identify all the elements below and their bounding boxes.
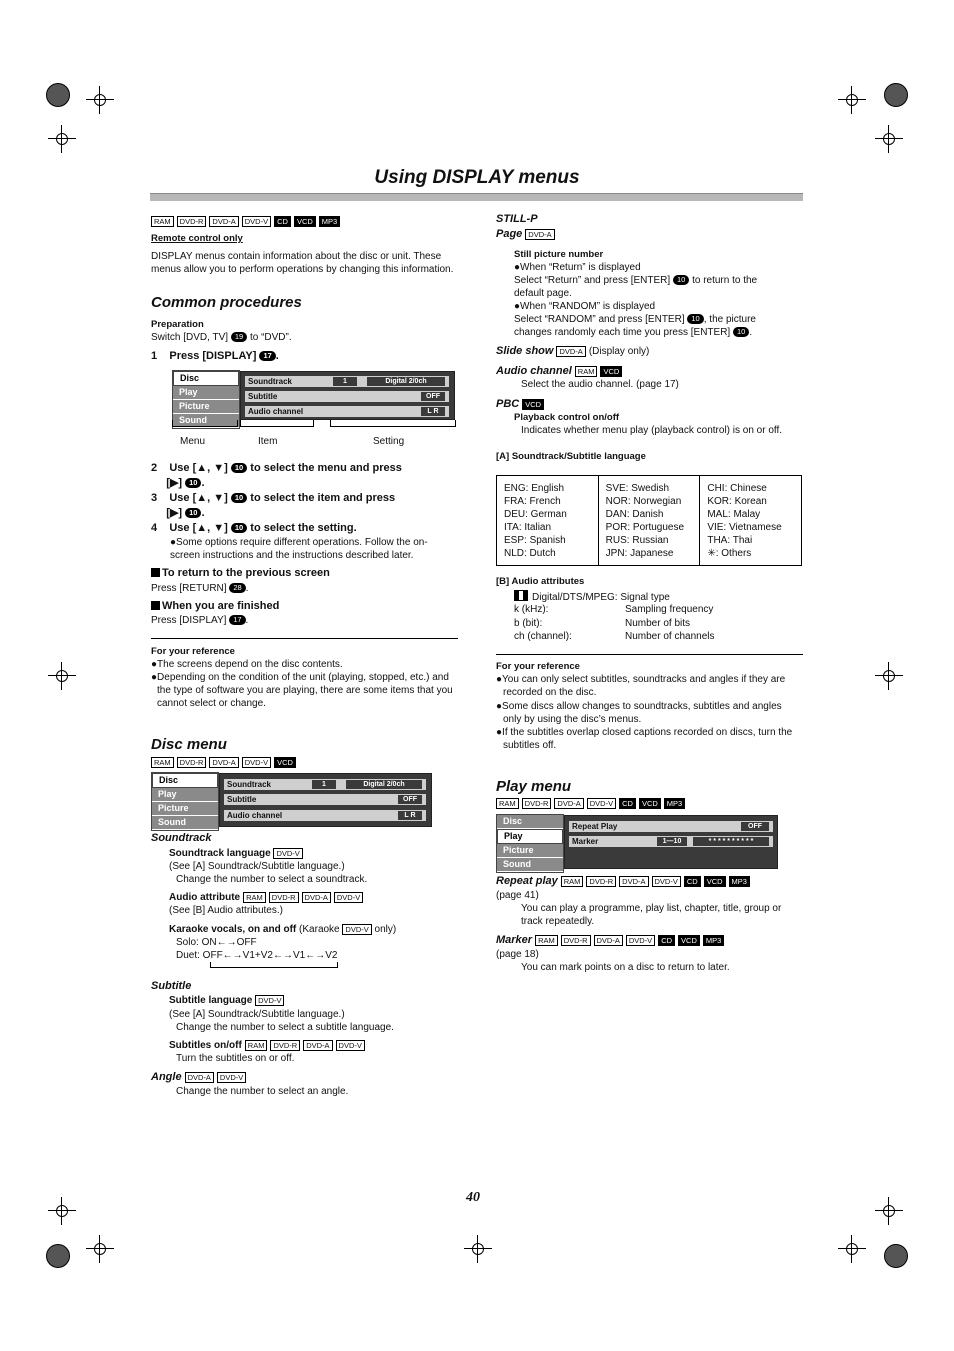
menu-tab-play[interactable]: Play bbox=[152, 788, 218, 802]
bracket-item bbox=[240, 420, 314, 427]
crosshair-icon bbox=[875, 125, 903, 153]
heading-text: Angle bbox=[151, 1071, 182, 1083]
menu-tab-play[interactable]: Play bbox=[173, 386, 239, 400]
pbc-heading bbox=[496, 398, 544, 411]
subtitle-language bbox=[169, 994, 284, 1007]
return-text: Press [RETURN] 28 . bbox=[151, 583, 249, 594]
format-badge: RAM bbox=[243, 892, 266, 903]
common-procedures-heading: Common procedures bbox=[151, 294, 302, 311]
format-badge: RAM bbox=[535, 935, 558, 946]
label-item: Item bbox=[258, 436, 278, 447]
format-badge: MP3 bbox=[319, 216, 340, 227]
crosshair-icon bbox=[875, 1197, 903, 1225]
row-label: Subtitle bbox=[248, 392, 278, 401]
crosshair-icon bbox=[48, 1197, 76, 1225]
subtitle-value: OFF bbox=[421, 392, 445, 401]
menu-tab-picture[interactable]: Picture bbox=[497, 844, 563, 858]
language-entry: VIE: Vietnamese bbox=[707, 522, 782, 533]
menu-tab-sound[interactable]: Sound bbox=[173, 414, 239, 428]
menu-tab-disc[interactable]: Disc bbox=[497, 815, 563, 829]
language-entry: POR: Portuguese bbox=[605, 522, 685, 533]
format-badges bbox=[151, 757, 296, 768]
step-4-note: ●Some options require different operations. Follow the on-screen instructions and the instructions described later. bbox=[170, 537, 428, 561]
subtitles-on-off-desc: Turn the subtitles on or off. bbox=[176, 1053, 295, 1064]
heading-text: When you are finished bbox=[162, 600, 280, 612]
language-column bbox=[497, 476, 598, 565]
remote-only-note: Remote control only bbox=[151, 233, 243, 244]
registration-disc-icon bbox=[46, 1244, 70, 1268]
when-random: ●When “RANDOM” is displayed bbox=[514, 301, 656, 312]
language-entry: NLD: Dutch bbox=[504, 548, 556, 559]
format-badge: VCD bbox=[678, 935, 700, 946]
menu-tab-sound[interactable]: Sound bbox=[152, 816, 218, 830]
text: Press [RETURN] bbox=[151, 583, 227, 594]
reference-item: ●Some discs allow changes to soundtracks, subtitles and angles only by using the disc’s menus. bbox=[496, 701, 782, 725]
bracket-menu bbox=[172, 420, 238, 427]
format-badge: RAM bbox=[151, 757, 174, 768]
format-badge: VCD bbox=[639, 798, 661, 809]
finish-text: Press [DISPLAY] 17 . bbox=[151, 615, 249, 626]
format-badge: DVD-V bbox=[342, 924, 371, 935]
label-menu: Menu bbox=[180, 436, 206, 447]
row-label: Subtitle bbox=[227, 795, 257, 804]
format-badge: DVD-A bbox=[209, 216, 238, 227]
repeat-value: OFF bbox=[741, 822, 769, 831]
language-entry: KOR: Korean bbox=[707, 496, 767, 507]
audio-attr-desc: Number of bits bbox=[625, 618, 691, 629]
karaoke-duet: Duet: OFF←→V1+V2←→V1←→V2 bbox=[176, 950, 338, 961]
attr-term: b (bit): bbox=[514, 618, 543, 629]
ref-badge: 10 bbox=[231, 523, 247, 533]
format-badge: DVD-V bbox=[587, 798, 616, 809]
registration-disc-icon bbox=[884, 1244, 908, 1268]
audio-attr-row bbox=[514, 630, 572, 643]
step-text: Use [▲, ▼] bbox=[169, 462, 228, 474]
format-badges bbox=[496, 798, 685, 809]
ref-badge: 19 bbox=[231, 332, 247, 342]
audio-channel-desc: Select the audio channel. (page 17) bbox=[521, 379, 679, 390]
ref-badge: 10 bbox=[185, 508, 201, 518]
step-text: [▶] bbox=[166, 507, 183, 519]
crosshair-icon bbox=[48, 125, 76, 153]
step-text: to select the menu and press bbox=[250, 462, 402, 474]
ref-badge: 10 bbox=[687, 314, 703, 324]
step-3: 3 Use [▲, ▼] 10 to select the item and press [▶] 10 . bbox=[151, 492, 396, 519]
menu-tab-list bbox=[151, 772, 219, 831]
language-entry: ✳: Others bbox=[707, 548, 752, 559]
format-badges bbox=[151, 216, 340, 227]
heading-text: Audio channel bbox=[496, 365, 572, 377]
language-entry: MAL: Malay bbox=[707, 509, 761, 520]
audio-attr-row bbox=[514, 617, 542, 630]
format-badge: DVD-A bbox=[619, 876, 648, 887]
step-text: Use [▲, ▼] bbox=[169, 522, 228, 534]
step-text: Press [DISPLAY] bbox=[169, 350, 257, 362]
reference-item: ●The screens depend on the disc contents. bbox=[151, 659, 343, 670]
format-badge: VCD bbox=[274, 757, 296, 768]
ref-badge: 10 bbox=[733, 327, 749, 337]
menu-row-marker[interactable] bbox=[569, 836, 773, 847]
crosshair-icon bbox=[838, 1235, 866, 1263]
menu-row-subtitle[interactable] bbox=[224, 794, 426, 805]
heading-text: Page bbox=[496, 228, 523, 240]
menu-row-audio-channel[interactable] bbox=[245, 406, 449, 417]
slide-show bbox=[496, 345, 649, 358]
language-entry: ESP: Spanish bbox=[504, 535, 566, 546]
language-entry: ENG: English bbox=[504, 483, 565, 494]
row-label: Repeat Play bbox=[572, 822, 618, 831]
reference-item: ●If the subtitles overlap closed captions recorded on discs, turn the subtitles off. bbox=[496, 727, 793, 751]
format-badge: DVD-A bbox=[209, 757, 238, 768]
soundtrack-format: Digital 2/0ch bbox=[367, 377, 445, 386]
heading-text: Repeat play bbox=[496, 875, 558, 887]
text: Select “Return” and press [ENTER] bbox=[514, 275, 671, 286]
marker-desc: You can mark points on a disc to return to later. bbox=[521, 962, 730, 973]
language-entry: JPN: Japanese bbox=[605, 548, 674, 559]
format-badge: DVD-V bbox=[334, 892, 363, 903]
soundtrack-language-note: (See [A] Soundtrack/Subtitle language.) bbox=[169, 861, 345, 872]
language-entry: FRA: French bbox=[504, 496, 561, 507]
divider bbox=[151, 638, 458, 639]
angle-desc: Change the number to select an angle. bbox=[176, 1086, 349, 1097]
duet-loop-arrow bbox=[210, 962, 338, 968]
page-number: 40 bbox=[466, 1190, 480, 1205]
page-heading bbox=[496, 228, 555, 241]
format-badge: VCD bbox=[600, 366, 622, 377]
ref-badge: 28 bbox=[229, 583, 245, 593]
step-1: 1 Press [DISPLAY] 17 . bbox=[151, 350, 279, 362]
format-badge: DVD-R bbox=[177, 216, 207, 227]
channel-value: L R bbox=[421, 407, 445, 416]
format-badge: CD bbox=[658, 935, 675, 946]
format-badge: RAM bbox=[245, 1040, 268, 1051]
menu-tab-disc[interactable]: Disc bbox=[173, 371, 239, 386]
divider bbox=[496, 654, 803, 655]
soundtrack-format: Digital 2/0ch bbox=[346, 780, 422, 789]
attr-term: k (kHz): bbox=[514, 604, 549, 615]
text: to return to the default page. bbox=[514, 275, 758, 299]
reference-heading: For your reference bbox=[151, 646, 235, 657]
subtitle-value: OFF bbox=[398, 795, 422, 804]
repeat-play-page: (page 41) bbox=[496, 890, 539, 901]
format-badge: DVD-V bbox=[626, 935, 655, 946]
reference-heading: For your reference bbox=[496, 661, 580, 672]
menu-item-panel bbox=[219, 773, 432, 827]
format-badge: MP3 bbox=[664, 798, 685, 809]
text: (Display only) bbox=[588, 346, 650, 357]
subtitle-heading: Subtitle bbox=[151, 980, 192, 992]
language-entry: DAN: Danish bbox=[605, 509, 664, 520]
square-bullet-icon bbox=[151, 601, 160, 610]
return-desc bbox=[514, 274, 784, 300]
heading-text: Marker bbox=[496, 934, 533, 946]
format-badge: VCD bbox=[704, 876, 726, 887]
text: Press [DISPLAY] bbox=[151, 615, 227, 626]
ref-badge: 10 bbox=[673, 275, 689, 285]
format-badge: DVD-V bbox=[273, 848, 302, 859]
return-heading bbox=[151, 567, 330, 580]
format-badge: VCD bbox=[294, 216, 316, 227]
text: only) bbox=[374, 924, 397, 935]
crosshair-icon bbox=[838, 86, 866, 114]
table-b-heading: [B] Audio attributes bbox=[496, 576, 585, 587]
row-label: Audio channel bbox=[227, 811, 283, 820]
label-setting: Setting bbox=[373, 436, 405, 447]
format-badge: DVD-A bbox=[185, 1072, 214, 1083]
text: Select “RANDOM” and press [ENTER] bbox=[514, 314, 685, 325]
repeat-play-desc: You can play a programme, play list, chapter, title, group or track repeatedly. bbox=[521, 903, 782, 927]
reference-item: ●You can only select subtitles, soundtracks and angles if they are recorded on the disc. bbox=[496, 674, 786, 698]
pbc-sub: Playback control on/off bbox=[514, 412, 620, 423]
language-entry: SVE: Swedish bbox=[605, 483, 670, 494]
language-entry: NOR: Norwegian bbox=[605, 496, 682, 507]
menu-row-audio-channel[interactable] bbox=[224, 810, 426, 821]
disc-menu-heading: Disc menu bbox=[151, 736, 227, 753]
menu-row-subtitle[interactable] bbox=[245, 391, 449, 402]
format-badge: RAM bbox=[496, 798, 519, 809]
row-label: Soundtrack bbox=[248, 377, 293, 386]
disc-menu-screen bbox=[151, 772, 432, 827]
format-badge: CD bbox=[274, 216, 291, 227]
format-badge: DVD-V bbox=[652, 876, 681, 887]
menu-tab-disc[interactable]: Disc bbox=[152, 773, 218, 788]
attr-term: Digital/DTS/MPEG: bbox=[532, 592, 618, 603]
language-entry: DEU: German bbox=[504, 509, 567, 520]
row-label: Soundtrack bbox=[227, 780, 272, 789]
format-badge: DVD-R bbox=[269, 892, 299, 903]
text: , the picture changes randomly each time you press [ENTER] bbox=[514, 314, 756, 338]
audio-attr-row bbox=[514, 603, 548, 616]
play-menu-heading: Play menu bbox=[496, 778, 572, 795]
subtitle-language-desc: Change the number to select a subtitle language. bbox=[176, 1022, 394, 1033]
crosshair-icon bbox=[86, 1235, 114, 1263]
bracket-setting bbox=[330, 420, 456, 427]
step-2: 2 Use [▲, ▼] 10 to select the menu and press [▶] 10 . bbox=[151, 462, 402, 489]
heading-text: Slide show bbox=[496, 345, 554, 357]
preparation-label: Preparation bbox=[151, 319, 204, 330]
menu-tab-sound[interactable]: Sound bbox=[497, 858, 563, 872]
audio-attr-desc: Number of channels bbox=[625, 631, 715, 642]
format-badge: DVD-R bbox=[270, 1040, 300, 1051]
step-text: [▶] bbox=[166, 477, 183, 489]
crosshair-icon bbox=[48, 662, 76, 690]
term: Audio attribute bbox=[169, 892, 241, 903]
format-badge: DVD-R bbox=[177, 757, 207, 768]
format-badge: CD bbox=[684, 876, 701, 887]
intro-text: DISPLAY menus contain information about the disc or unit. These menus allow you to perform operations by changing this information. bbox=[151, 251, 454, 275]
ref-badge: 17 bbox=[259, 351, 275, 361]
format-badge: MP3 bbox=[729, 876, 750, 887]
heading-text: To return to the previous screen bbox=[162, 567, 330, 579]
step-number: 3 bbox=[151, 492, 158, 504]
still-p-heading: STILL-P bbox=[496, 213, 538, 225]
format-badge: DVD-A bbox=[554, 798, 583, 809]
step-text: Use [▲, ▼] bbox=[169, 492, 228, 504]
step-number: 4 bbox=[151, 522, 158, 534]
angle-heading bbox=[151, 1071, 246, 1084]
term: Subtitles on/off bbox=[169, 1040, 242, 1051]
step-4 bbox=[151, 521, 357, 536]
language-entry: RUS: Russian bbox=[605, 535, 669, 546]
format-badge: DVD-V bbox=[255, 995, 284, 1006]
finish-heading bbox=[151, 600, 279, 613]
format-badge: DVD-R bbox=[561, 935, 591, 946]
soundtrack-number: 1 bbox=[333, 377, 357, 386]
table-a-heading: [A] Soundtrack/Subtitle language bbox=[496, 451, 646, 462]
karaoke-solo: Solo: ON←→OFF bbox=[176, 937, 257, 948]
language-column bbox=[699, 476, 801, 565]
format-badge: DVD-A bbox=[525, 229, 554, 240]
audio-attr-desc: Sampling frequency bbox=[625, 604, 714, 615]
menu-item-panel bbox=[564, 815, 778, 869]
audio-attribute-note: (See [B] Audio attributes.) bbox=[169, 905, 283, 916]
when-return: ●When “Return” is displayed bbox=[514, 262, 641, 273]
ref-badge: 10 bbox=[185, 478, 201, 488]
repeat-play-heading bbox=[496, 875, 750, 888]
format-badge: DVD-A bbox=[594, 935, 623, 946]
marker-page: (page 18) bbox=[496, 949, 539, 960]
format-badge: CD bbox=[619, 798, 636, 809]
row-label: Audio channel bbox=[248, 407, 304, 416]
subtitle-language-note: (See [A] Soundtrack/Subtitle language.) bbox=[169, 1009, 345, 1020]
reference-item: ●Depending on the condition of the unit (playing, stopped, etc.) and the type of software you are playing, there are some items that you cannot select or change. bbox=[151, 672, 453, 709]
language-entry: ITA: Italian bbox=[504, 522, 552, 533]
crosshair-icon bbox=[464, 1235, 492, 1263]
text: (Karaoke bbox=[299, 924, 340, 935]
ref-badge: 10 bbox=[231, 463, 247, 473]
format-badge: DVD-R bbox=[586, 876, 616, 887]
language-entry: THA: Thai bbox=[707, 535, 753, 546]
prep-text-b: to “DVD”. bbox=[249, 332, 292, 343]
registration-disc-icon bbox=[884, 83, 908, 107]
format-badge: DVD-A bbox=[303, 1040, 332, 1051]
format-badge: DVD-A bbox=[302, 892, 331, 903]
menu-item-panel bbox=[240, 371, 455, 420]
format-badge: RAM bbox=[575, 366, 598, 377]
karaoke bbox=[169, 923, 396, 936]
ref-badge: 17 bbox=[229, 615, 245, 625]
menu-tab-play[interactable]: Play bbox=[497, 829, 563, 844]
registration-disc-icon bbox=[46, 83, 70, 107]
step-text: to select the item and press bbox=[250, 492, 396, 504]
channel-value: L R bbox=[398, 811, 422, 820]
soundtrack-language-desc: Change the number to select a soundtrack. bbox=[176, 874, 368, 885]
attr-term: ch (channel): bbox=[514, 631, 572, 642]
menu-row-soundtrack[interactable] bbox=[245, 376, 449, 387]
menu-tab-picture[interactable]: Picture bbox=[173, 400, 239, 414]
step-text: to select the setting. bbox=[250, 522, 357, 534]
subtitles-on-off bbox=[169, 1039, 365, 1052]
format-badge: DVD-A bbox=[556, 346, 585, 357]
title-rule bbox=[150, 193, 803, 201]
prep-text-a: Switch [DVD, TV] bbox=[151, 332, 229, 343]
format-badge: DVD-V bbox=[336, 1040, 365, 1051]
term: Subtitle language bbox=[169, 995, 253, 1006]
format-badge: DVD-V bbox=[217, 1072, 246, 1083]
format-badge: RAM bbox=[561, 876, 584, 887]
marker-range: 1—10 bbox=[657, 837, 687, 846]
preparation-text bbox=[151, 331, 292, 344]
heading-text: PBC bbox=[496, 398, 520, 410]
random-desc: Select “RANDOM” and press [ENTER] 10 , the picture changes randomly each time you press [ENTER] 10 . bbox=[514, 314, 756, 338]
language-table bbox=[496, 475, 802, 566]
pbc-desc: Indicates whether menu play (playback control) is on or off. bbox=[521, 425, 783, 436]
crosshair-icon bbox=[86, 86, 114, 114]
row-label: Marker bbox=[572, 837, 599, 846]
format-badge: RAM bbox=[151, 216, 174, 227]
language-column bbox=[598, 476, 700, 565]
menu-row-repeat-play[interactable] bbox=[569, 821, 773, 832]
menu-tab-list bbox=[496, 814, 564, 873]
audio-attribute bbox=[169, 891, 363, 904]
dolby-icon bbox=[514, 590, 528, 601]
page-title: Using DISPLAY menus bbox=[374, 167, 580, 188]
term: Karaoke vocals, on and off bbox=[169, 924, 297, 935]
format-badge: DVD-V bbox=[242, 757, 271, 768]
format-badge: DVD-R bbox=[522, 798, 552, 809]
soundtrack-language bbox=[169, 847, 303, 860]
marker-stars: * * * * * * * * * * bbox=[693, 837, 769, 846]
ref-badge: 10 bbox=[231, 493, 247, 503]
term: Soundtrack language bbox=[169, 848, 271, 859]
format-badge: DVD-V bbox=[242, 216, 271, 227]
format-badge: MP3 bbox=[703, 935, 724, 946]
audio-channel-heading bbox=[496, 365, 622, 378]
menu-tab-picture[interactable]: Picture bbox=[152, 802, 218, 816]
language-entry: CHI: Chinese bbox=[707, 483, 767, 494]
soundtrack-heading: Soundtrack bbox=[151, 832, 212, 844]
attr-desc: Signal type bbox=[620, 592, 670, 603]
format-badge: VCD bbox=[522, 399, 544, 410]
soundtrack-number: 1 bbox=[312, 780, 336, 789]
crosshair-icon bbox=[875, 662, 903, 690]
marker-heading bbox=[496, 934, 724, 947]
audio-attr-row bbox=[514, 590, 754, 604]
menu-row-soundtrack[interactable] bbox=[224, 779, 426, 790]
play-menu-screen bbox=[496, 814, 778, 869]
step-number: 1 bbox=[151, 350, 158, 362]
display-menu-diagram bbox=[172, 370, 455, 430]
step-number: 2 bbox=[151, 462, 158, 474]
still-picture-number: Still picture number bbox=[514, 249, 604, 260]
square-bullet-icon bbox=[151, 568, 160, 577]
